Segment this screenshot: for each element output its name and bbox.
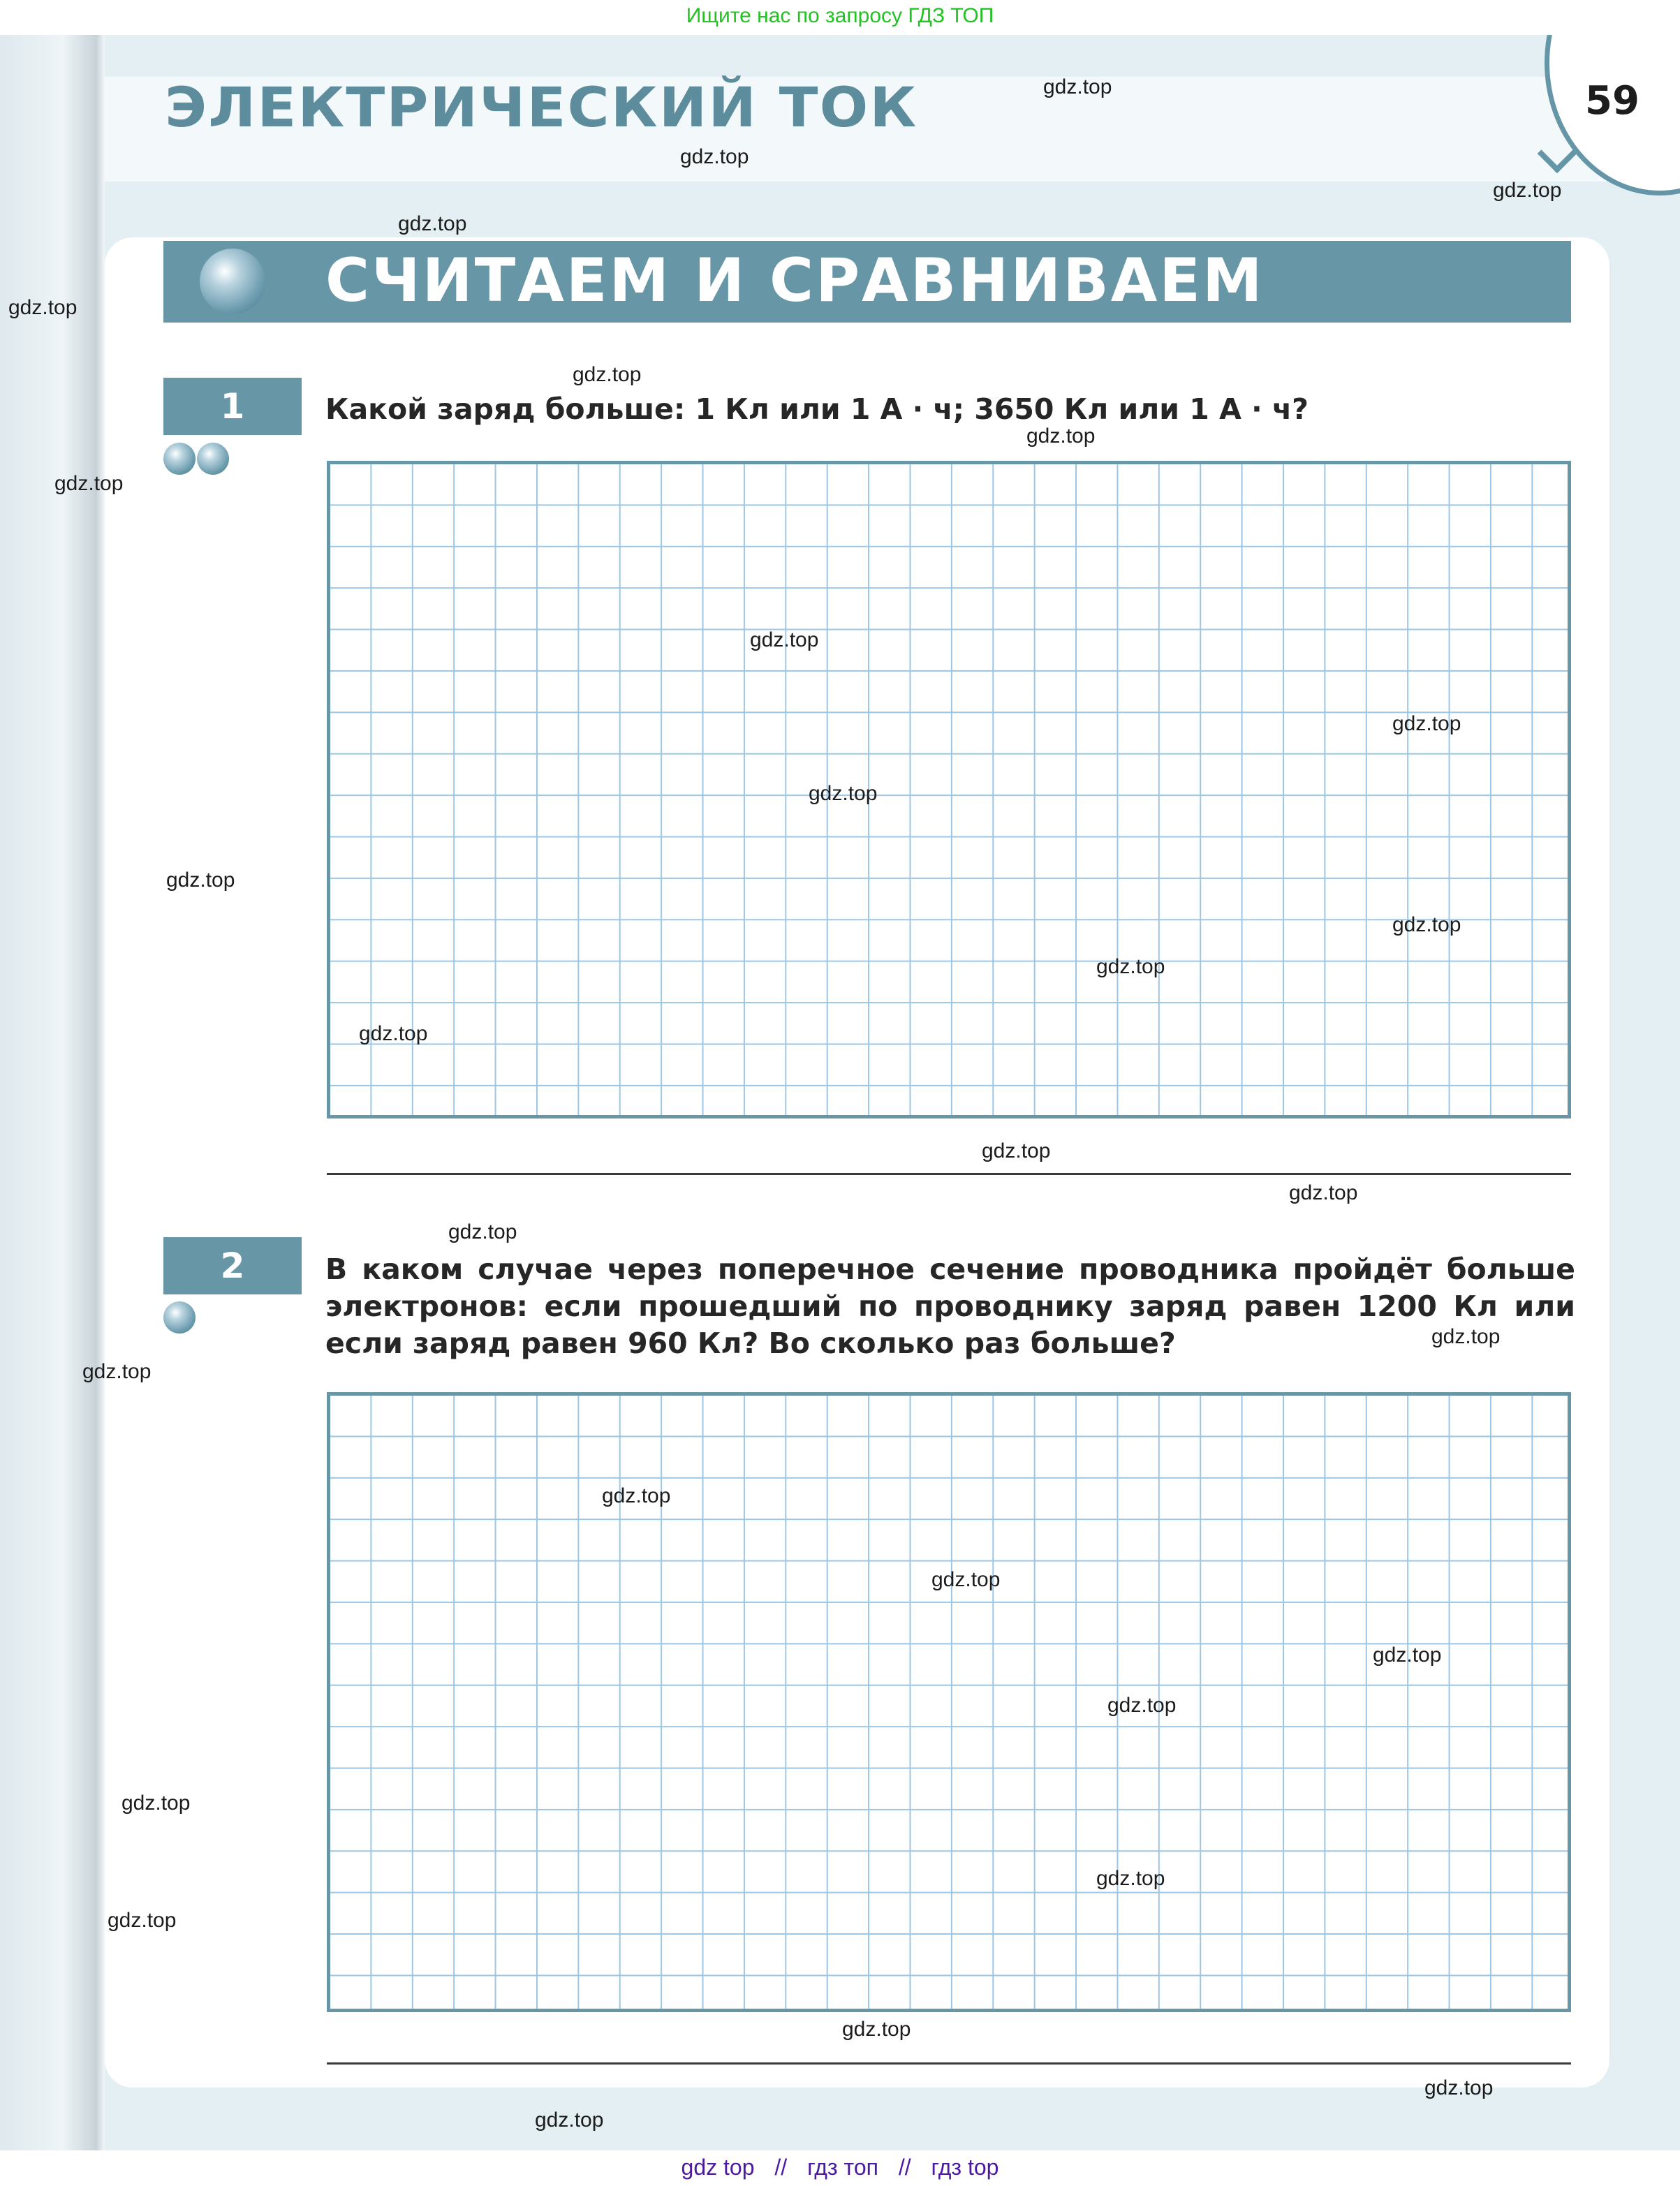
book-spine-shadow: [0, 35, 105, 2150]
separator: //: [774, 2155, 788, 2180]
difficulty-dot-icon: [163, 1301, 196, 1334]
task-number-badge: 2: [163, 1237, 302, 1294]
watermark-text: gdz.top: [166, 869, 235, 892]
banner-link[interactable]: gdz top: [681, 2155, 755, 2180]
task-question: В каком случае через поперечное сечение проводника пройдёт больше электронов: если прошедший по проводнику заряд равен 1200 Кл или если заряд равен 960 Кл? Во сколько раз больше?: [325, 1253, 1575, 1360]
watermark-text: gdz.top: [982, 1139, 1051, 1162]
watermark-text: gdz.top: [535, 2109, 604, 2132]
promo-banner-bottom: [0, 2150, 1680, 2186]
watermark-text: gdz.top: [931, 1568, 1001, 1591]
watermark-text: gdz.top: [398, 212, 467, 235]
watermark-text: gdz.top: [573, 363, 642, 386]
watermark-text: gdz.top: [1026, 424, 1096, 448]
separator: //: [898, 2155, 911, 2180]
answer-grid[interactable]: [327, 1392, 1571, 2012]
answer-grid[interactable]: [327, 461, 1571, 1118]
watermark-text: gdz.top: [1043, 75, 1112, 98]
page-number: 59: [1585, 78, 1640, 124]
watermark-text: gdz.top: [82, 1360, 152, 1383]
sphere-icon: [200, 249, 265, 314]
watermark-text: gdz.top: [750, 628, 819, 651]
difficulty-dot-icon: [197, 443, 229, 475]
watermark-text: gdz.top: [1107, 1694, 1177, 1717]
chapter-title: ЭЛЕКТРИЧЕСКИЙ ТОК: [165, 77, 918, 140]
watermark-text: gdz.top: [1289, 1181, 1358, 1204]
watermark-text: gdz.top: [602, 1484, 671, 1507]
watermark-text: gdz.top: [1392, 913, 1461, 936]
task-number-badge: 1: [163, 378, 302, 435]
watermark-text: gdz.top: [1096, 1867, 1165, 1890]
answer-line[interactable]: [327, 2062, 1571, 2065]
watermark-text: gdz.top: [1392, 712, 1461, 735]
watermark-text: gdz.top: [1373, 1644, 1442, 1667]
watermark-text: gdz.top: [1424, 2076, 1494, 2099]
watermark-text: gdz.top: [1096, 955, 1165, 978]
watermark-text: gdz.top: [1493, 179, 1562, 202]
section-title: СЧИТАЕМ И СРАВНИВАЕМ: [325, 246, 1265, 316]
difficulty-indicator: [163, 1301, 196, 1334]
difficulty-indicator: [163, 443, 229, 475]
watermark-text: gdz.top: [108, 1909, 177, 1932]
watermark-text: gdz.top: [8, 296, 78, 319]
watermark-text: gdz.top: [359, 1022, 428, 1045]
watermark-text: gdz.top: [121, 1792, 191, 1815]
promo-banner-top: Ищите нас по запросу ГДЗ ТОП: [0, 0, 1680, 35]
difficulty-dot-icon: [163, 443, 196, 475]
watermark-text: gdz.top: [809, 782, 878, 805]
task-question: Какой заряд больше: 1 Кл или 1 А · ч; 3650 Кл или 1 А · ч?: [325, 392, 1309, 426]
watermark-text: gdz.top: [54, 472, 124, 495]
watermark-text: gdz.top: [842, 2018, 911, 2041]
banner-link[interactable]: гдз top: [931, 2155, 999, 2180]
watermark-text: gdz.top: [1431, 1325, 1501, 1348]
watermark-text: gdz.top: [448, 1220, 517, 1243]
banner-link[interactable]: гдз топ: [807, 2155, 878, 2180]
answer-line[interactable]: [327, 1173, 1571, 1175]
watermark-text: gdz.top: [680, 145, 749, 168]
